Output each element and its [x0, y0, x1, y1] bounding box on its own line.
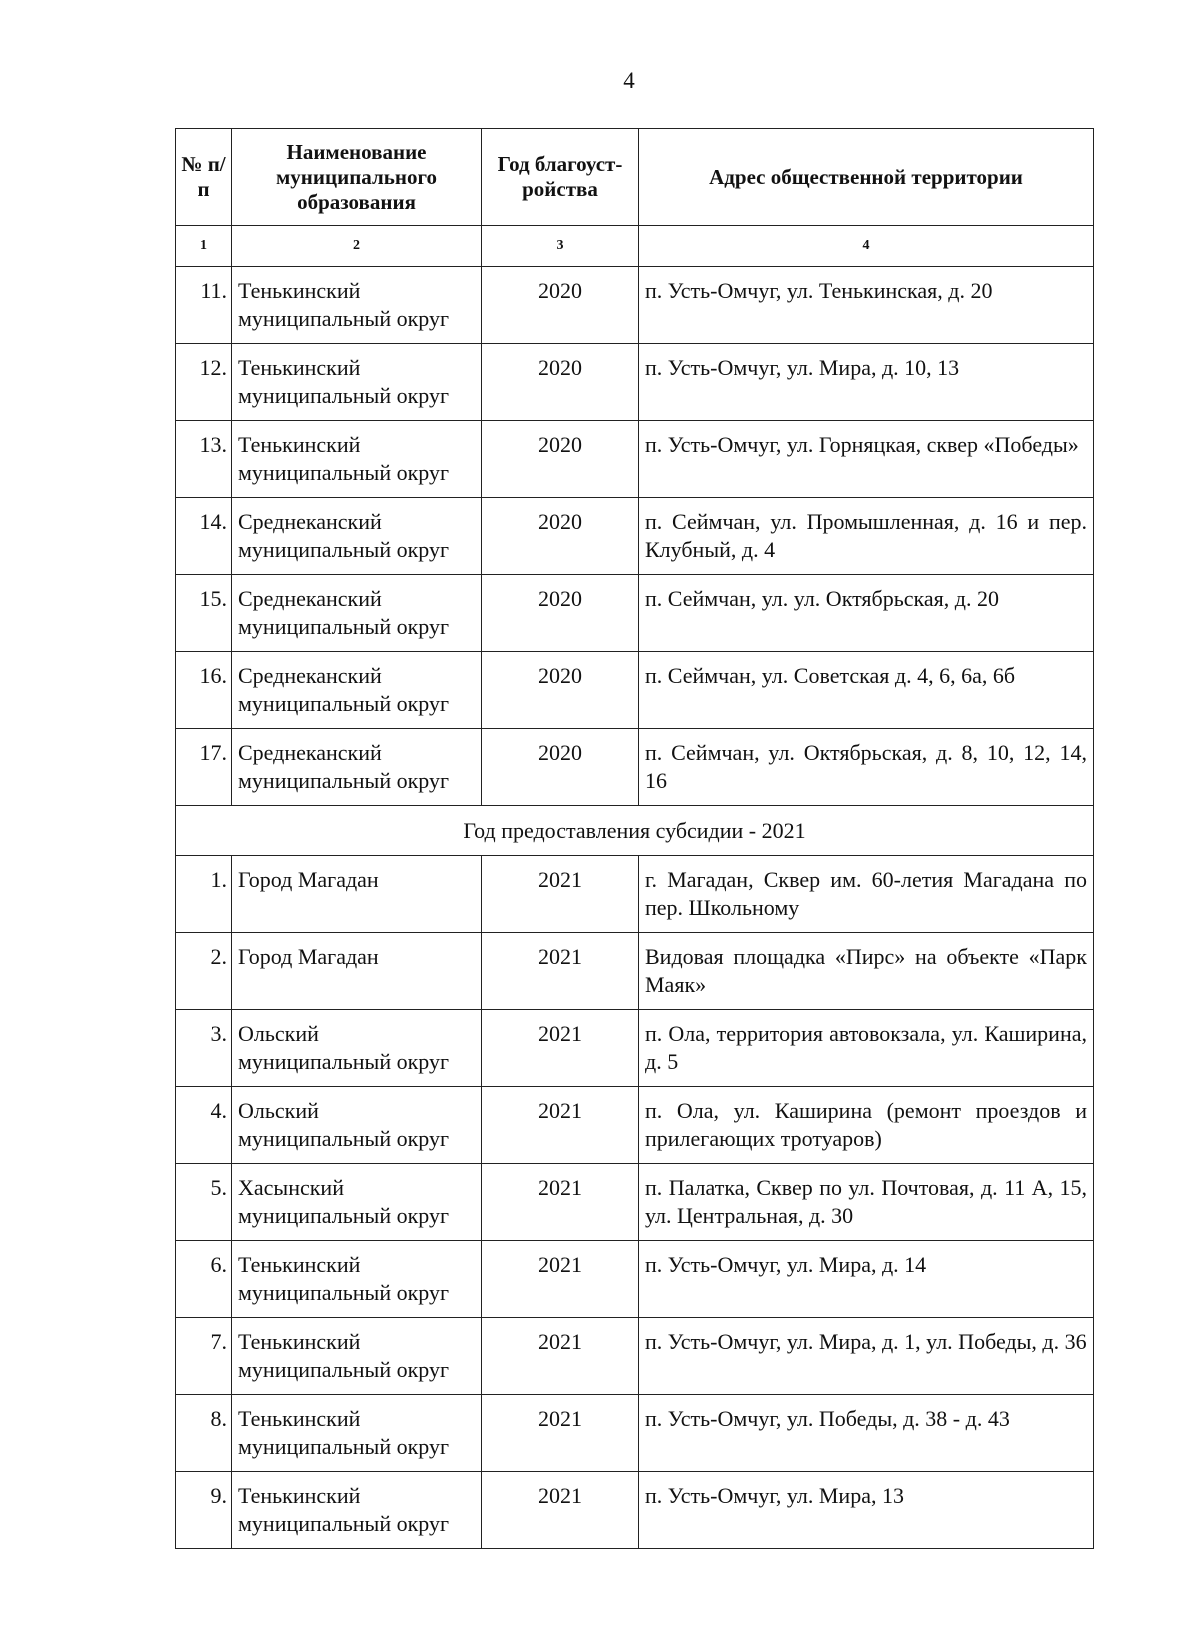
row-municipality: Тенькинский муниципальный округ: [232, 421, 482, 498]
row-municipality: Тенькинский муниципальный округ: [232, 1318, 482, 1395]
table-row: [176, 1010, 1094, 1087]
row-address: Видовая площадка «Пирс» на объекте «Парк Маяк»: [639, 933, 1094, 1010]
public-territories-table: [175, 128, 1094, 1549]
table-row: [176, 1318, 1094, 1395]
row-year: 2020: [482, 421, 639, 498]
table-header-row: [176, 129, 1094, 226]
row-year: 2021: [482, 1318, 639, 1395]
row-number: 2.: [176, 933, 232, 1010]
row-address: п. Палатка, Сквер по ул. Почтовая, д. 11 А, 15, ул. Центральная, д. 30: [639, 1164, 1094, 1241]
table-row: [176, 856, 1094, 933]
row-municipality: Тенькинский муниципальный округ: [232, 344, 482, 421]
row-address: п. Сеймчан, ул. Советская д. 4, 6, 6а, 6б: [639, 652, 1094, 729]
row-number: 8.: [176, 1395, 232, 1472]
row-municipality: Ольский муниципальный округ: [232, 1087, 482, 1164]
row-address: п. Усть-Омчуг, ул. Мира, 13: [639, 1472, 1094, 1549]
header-municipality: Наименование муниципального образования: [232, 129, 482, 226]
row-year: 2020: [482, 729, 639, 806]
row-address: п. Усть-Омчуг, ул. Победы, д. 38 - д. 43: [639, 1395, 1094, 1472]
row-year: 2021: [482, 1241, 639, 1318]
row-number: 15.: [176, 575, 232, 652]
header-year: Год благоуст-ройства: [482, 129, 639, 226]
row-year: 2021: [482, 856, 639, 933]
row-municipality: Среднеканский муниципальный округ: [232, 652, 482, 729]
row-number: 16.: [176, 652, 232, 729]
row-address: п. Усть-Омчуг, ул. Мира, д. 1, ул. Победы, д. 36: [639, 1318, 1094, 1395]
row-number: 3.: [176, 1010, 232, 1087]
row-number: 7.: [176, 1318, 232, 1395]
row-year: 2020: [482, 498, 639, 575]
table-row: [176, 267, 1094, 344]
row-address: п. Усть-Омчуг, ул. Тенькинская, д. 20: [639, 267, 1094, 344]
row-address: п. Сеймчан, ул. Промышленная, д. 16 и пер. Клубный, д. 4: [639, 498, 1094, 575]
row-municipality: Ольский муниципальный округ: [232, 1010, 482, 1087]
table-row: [176, 1395, 1094, 1472]
row-address: п. Усть-Омчуг, ул. Мира, д. 10, 13: [639, 344, 1094, 421]
row-year: 2021: [482, 1087, 639, 1164]
row-address: п. Усть-Омчуг, ул. Горняцкая, сквер «Победы»: [639, 421, 1094, 498]
header-address: Адрес общественной территории: [639, 129, 1094, 226]
row-number: 9.: [176, 1472, 232, 1549]
row-municipality: Тенькинский муниципальный округ: [232, 1395, 482, 1472]
row-year: 2020: [482, 267, 639, 344]
row-number: 11.: [176, 267, 232, 344]
section-header-row: [176, 806, 1094, 856]
row-number: 6.: [176, 1241, 232, 1318]
column-index-row: [176, 226, 1094, 267]
row-address: п. Ола, территория автовокзала, ул. Каширина, д. 5: [639, 1010, 1094, 1087]
row-number: 14.: [176, 498, 232, 575]
row-number: 1.: [176, 856, 232, 933]
row-municipality: Среднеканский муниципальный округ: [232, 575, 482, 652]
column-index: 4: [639, 226, 1094, 267]
row-municipality: Город Магадан: [232, 856, 482, 933]
row-municipality: Среднеканский муниципальный округ: [232, 729, 482, 806]
column-index: 3: [482, 226, 639, 267]
row-number: 17.: [176, 729, 232, 806]
table-row: [176, 498, 1094, 575]
row-municipality: Хасынский муниципальный округ: [232, 1164, 482, 1241]
row-address: п. Усть-Омчуг, ул. Мира, д. 14: [639, 1241, 1094, 1318]
row-municipality: Тенькинский муниципальный округ: [232, 1472, 482, 1549]
row-municipality: Город Магадан: [232, 933, 482, 1010]
column-index: 2: [232, 226, 482, 267]
row-number: 13.: [176, 421, 232, 498]
row-year: 2020: [482, 344, 639, 421]
row-address: п. Ола, ул. Каширина (ремонт проездов и прилегающих тротуаров): [639, 1087, 1094, 1164]
row-year: 2021: [482, 1395, 639, 1472]
table-row: [176, 1087, 1094, 1164]
row-address: г. Магадан, Сквер им. 60-летия Магадана по пер. Школьному: [639, 856, 1094, 933]
section-title: Год предоставления субсидии - 2021: [176, 806, 1094, 856]
table-row: [176, 933, 1094, 1010]
row-year: 2021: [482, 1472, 639, 1549]
row-number: 4.: [176, 1087, 232, 1164]
table-row: [176, 575, 1094, 652]
row-year: 2021: [482, 1010, 639, 1087]
table-row: [176, 1472, 1094, 1549]
row-municipality: Тенькинский муниципальный округ: [232, 267, 482, 344]
table-row: [176, 421, 1094, 498]
row-address: п. Сеймчан, ул. Октябрьская, д. 8, 10, 12, 14, 16: [639, 729, 1094, 806]
table-row: [176, 1164, 1094, 1241]
row-municipality: Тенькинский муниципальный округ: [232, 1241, 482, 1318]
row-number: 12.: [176, 344, 232, 421]
table-row: [176, 652, 1094, 729]
page-number: 4: [623, 68, 635, 93]
row-year: 2021: [482, 933, 639, 1010]
table-row: [176, 1241, 1094, 1318]
header-number: № п/п: [176, 129, 232, 226]
row-number: 5.: [176, 1164, 232, 1241]
row-address: п. Сеймчан, ул. ул. Октябрьская, д. 20: [639, 575, 1094, 652]
table-row: [176, 344, 1094, 421]
column-index: 1: [176, 226, 232, 267]
row-year: 2020: [482, 652, 639, 729]
row-year: 2020: [482, 575, 639, 652]
row-year: 2021: [482, 1164, 639, 1241]
table-row: [176, 729, 1094, 806]
row-municipality: Среднеканский муниципальный округ: [232, 498, 482, 575]
